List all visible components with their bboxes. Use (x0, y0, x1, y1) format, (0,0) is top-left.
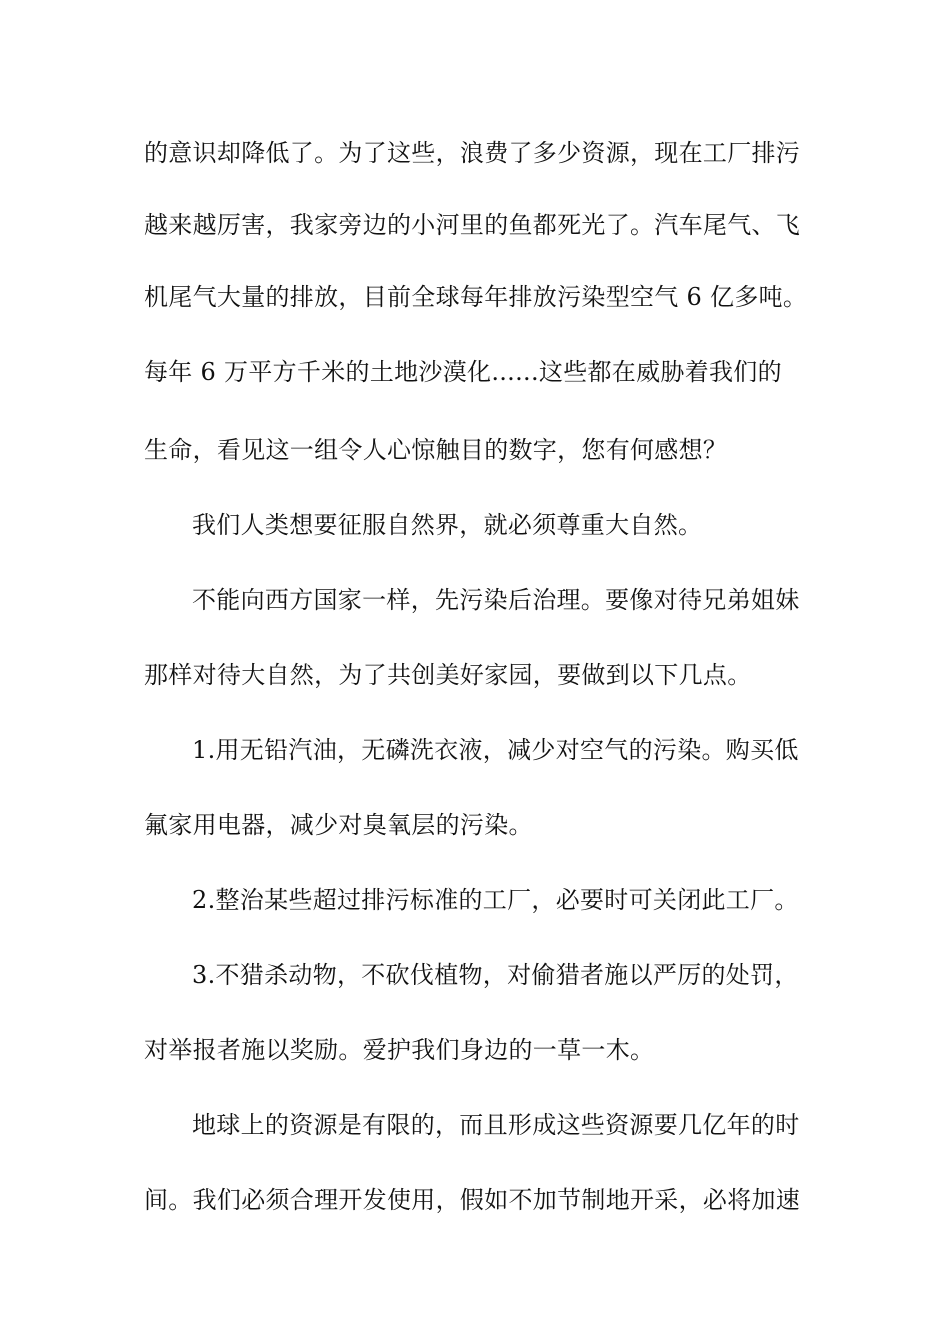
text-line-2: 越来越厉害，我家旁边的小河里的鱼都死光了。汽车尾气、飞 (144, 211, 801, 239)
text-line-8: 那样对待大自然，为了共创美好家园，要做到以下几点。 (144, 661, 752, 689)
text-line-3: 机尾气大量的排放，目前全球每年排放污染型空气 6 亿多吨。 (144, 283, 808, 311)
list-item-1-line-2: 氟家用电器，减少对臭氧层的污染。 (144, 811, 533, 839)
paragraph-line-6: 我们人类想要征服自然界，就必须尊重大自然。 (192, 511, 703, 539)
list-item-2: 2.整治某些超过排污标准的工厂，必要时可关闭此工厂。 (192, 886, 799, 914)
text-line-4: 每年 6 万平方千米的土地沙漠化......这些都在威胁着我们的 (144, 358, 782, 386)
list-item-1-line-1: 1.用无铅汽油，无磷洗衣液，减少对空气的污染。购买低 (192, 736, 799, 764)
paragraph-line-14: 地球上的资源是有限的，而且形成这些资源要几亿年的时 (192, 1111, 800, 1139)
list-item-3-line-2: 对举报者施以奖励。爱护我们身边的一草一木。 (144, 1036, 655, 1064)
text-line-15: 间。我们必须合理开发使用，假如不加节制地开采，必将加速 (144, 1186, 801, 1214)
list-item-3-line-1: 3.不猎杀动物，不砍伐植物，对偷猎者施以严厉的处罚， (192, 961, 799, 989)
text-line-5: 生命，看见这一组令人心惊触目的数字，您有何感想？ (144, 436, 728, 464)
paragraph-line-7: 不能向西方国家一样，先污染后治理。要像对待兄弟姐妹 (192, 586, 800, 614)
text-line-1: 的意识却降低了。为了这些，浪费了多少资源，现在工厂排污 (144, 139, 801, 167)
